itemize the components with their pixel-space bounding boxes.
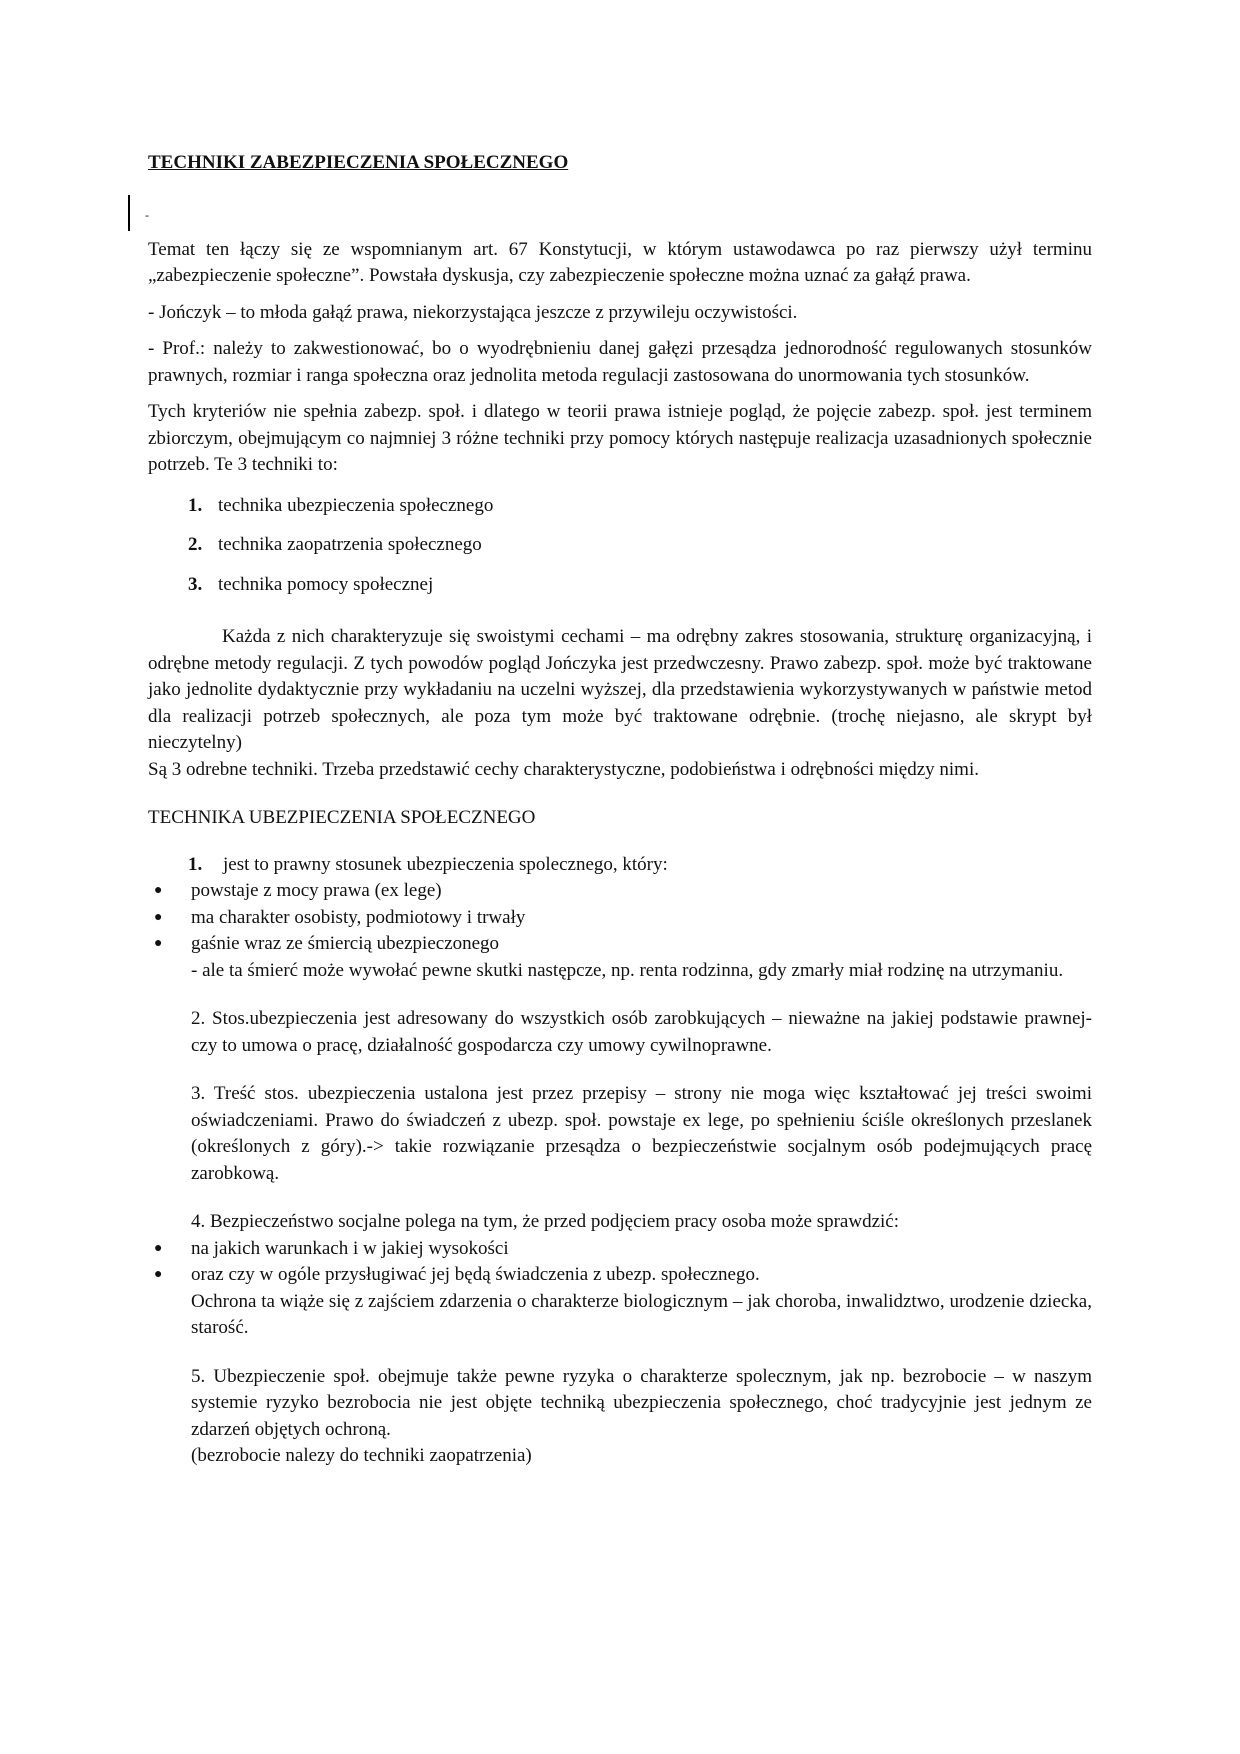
point-1-text: jest to prawny stosunek ubezpieczenia spolecznego, który: <box>223 853 668 875</box>
text-cursor-icon <box>128 195 130 231</box>
point-1-bullets <box>148 878 1092 958</box>
point-5-note: (bezrobocie nalezy do techniki zaopatrzenia) <box>191 1445 532 1466</box>
three-techniques-paragraph: Są 3 odrebne techniki. Trzeba przedstawić cechy charakterystyczne, podobieństwa i odrębności między nimi. <box>148 758 979 780</box>
bullet-item: ● powstaje z mocy prawa (ex lege) <box>148 878 1092 905</box>
list-number: 2. <box>188 534 203 555</box>
point-5-text: 5. Ubezpieczenie społ. obejmuje także pewne ryzyka o charakterze spolecznym, jak np. bezrobocie – w naszym systemie ryzyko bezrobocia nie jest objęte techniką ubezpieczenia społecznego, choć tradycyjnie jest jednym ze zdarzeń objętych ochroną. <box>191 1365 1092 1440</box>
bullet-item: ● gaśnie wraz ze śmiercią ubezpieczonego <box>148 931 1092 958</box>
point-1 <box>188 852 1092 879</box>
list-item <box>188 493 1092 520</box>
intro-paragraph: Temat ten łączy się ze wspomnianym art. 67 Konstytucji, w którym ustawodawca po raz pierwszy użył terminu „zabezpieczenie społeczne”. Powstała dyskusja, czy zabezpieczenie społeczne można uznać za gałąź prawa. <box>148 238 1092 286</box>
document-title: TECHNIKI ZABEZPIECZENIA SPOŁECZNEGO <box>148 152 569 173</box>
each-technique-paragraph: Każda z nich charakteryzuje się swoistymi cechami – ma odrębny zakres stosowania, strukturę organizacyjną, i odrębne metody regulacji. Z tych powodów pogląd Jończyka jest przedwczesny. Prawo zabezp. społ. może być traktowane jako jednolite dydaktycznie przy wykładaniu na uczelni wyższej, dla przedstawienia wykorzystywanych w państwie metod dla realizacji potrzeb społecznych, ale poza tym może być traktowane odrębnie. (trochę niejasno, ale skrypt był nieczytelny) <box>148 626 1092 753</box>
techniques-list <box>188 493 1092 599</box>
list-item-label: technika pomocy społecznej <box>218 573 434 595</box>
list-item-label: technika ubezpieczenia społecznego <box>218 494 494 516</box>
point-4-note: Ochrona ta wiąże się z zajściem zdarzenia o charakterze biologicznym – jak choroba, inwalidztwo, urodzenie dziecka, starość. <box>191 1290 1092 1338</box>
point-3: 3. Treść stos. ubezpieczenia ustalona jest przez przepisy – strony nie moga więc kształtować jej treści swoimi oświadczeniami. Prawo do świadczeń z ubezp. społ. powstaje ex lege, po spełnieniu ściśle określonych przeslanek (określonych z góry).-> takie rozwiązanie przesądza o bezpieczeństwie socjalnym osób podejmujących pracę zarobkową. <box>191 1083 1092 1184</box>
list-item-label: technika zaopatrzenia społecznego <box>218 534 482 555</box>
prof-paragraph: - Prof.: należy to zakwestionować, bo o wyodrębnieniu danej gałęzi przesądza jednorodność regulowanych stosunków prawnych, rozmiar i ranga społeczna oraz jednolita metoda regulacji zastosowana do unormowania tych stosunków. <box>148 338 1092 386</box>
bullet-item: ● oraz czy w ogóle przysługiwać jej będą świadczenia z ubezp. społecznego. <box>148 1262 1092 1289</box>
section-heading: TECHNIKA UBEZPIECZENIA SPOŁECZNEGO <box>148 807 536 828</box>
list-item <box>188 532 1092 559</box>
point-4-text: 4. Bezpieczeństwo socjalne polega na tym, że przed podjęciem pracy osoba może sprawdzić: <box>191 1211 899 1232</box>
joniczyk-paragraph: - Jończyk – to młoda gałąź prawa, niekorzystająca jeszcze z przywileju oczywistości. <box>148 301 798 323</box>
list-item <box>188 572 1092 599</box>
criteria-paragraph: Tych kryteriów nie spełnia zabezp. społ. i dlatego w teorii prawa istnieje pogląd, że pojęcie zabezp. społ. jest terminem zbiorczym, obejmującym co najmniej 3 różne techniki przy pomocy których następuje realizacja uzasadnionych społecznie potrzeb. Te 3 techniki to: <box>148 401 1092 475</box>
text-cursor-line <box>145 195 1092 225</box>
document-page <box>145 150 1092 1470</box>
cursor-dash-mark: - <box>145 207 149 222</box>
list-number: 3. <box>188 573 203 595</box>
list-number: 1. <box>188 494 203 516</box>
point-1-note: - ale ta śmierć może wywołać pewne skutki następcze, np. renta rodzinna, gdy zmarły miał rodzinę na utrzymaniu. <box>191 959 1064 981</box>
point-2: 2. Stos.ubezpieczenia jest adresowany do wszystkich osób zarobkujących – nieważne na jakiej podstawie prawnej- czy to umowa o pracę, działalność gospodarcza czy umowy cywilnoprawne. <box>191 1008 1092 1056</box>
point-4-bullets <box>148 1236 1092 1289</box>
point-1-number: 1. <box>188 853 203 875</box>
bullet-item: ● ma charakter osobisty, podmiotowy i trwały <box>148 905 1092 932</box>
bullet-item: ● na jakich warunkach i w jakiej wysokości <box>148 1236 1092 1263</box>
